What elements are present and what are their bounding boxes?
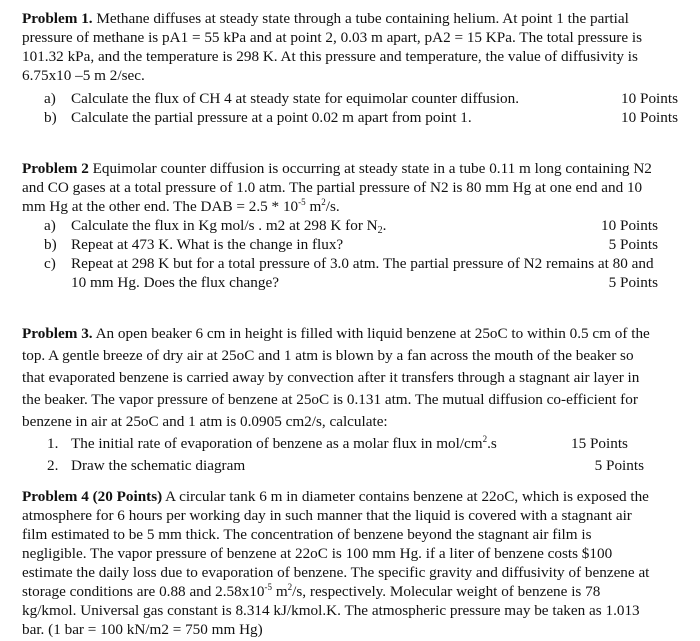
problem-3-title: Problem 3.: [22, 325, 93, 342]
problem-2-b-label: b): [44, 236, 57, 253]
problem-3-line-5: benzene in air at 25oC and 1 atm is 0.0905 cm2/s, calculate:: [22, 413, 388, 430]
problem-2-c-text-1: Repeat at 298 K but for a total pressure of 3.0 atm. The partial pressure of N2 remains at 80 and: [71, 255, 654, 272]
problem-3-line-3: that evaporated benzene is carried away by convection after it transfers through a stagnant air layer in: [22, 369, 640, 386]
problem-3-item-1-points: 15 Points: [571, 435, 628, 452]
problem-4-line-1: Problem 4 (20 Points) A circular tank 6 m in diameter contains benzene at 22oC, which is exposed the: [22, 488, 649, 505]
problem-1-title: Problem 1.: [22, 10, 93, 27]
problem-2-c-text-2: 10 mm Hg. Does the flux change?: [71, 274, 279, 291]
problem-1-a-label: a): [44, 90, 56, 107]
problem-1-line-2: pressure of methane is pA1 = 55 kPa and at point 2, 0.03 m apart, pA2 = 15 KPa. The total pressure is: [22, 29, 643, 46]
problem-4-line-6: storage conditions are 0.88 and $2.58x10^{-5}$ $m^2/s$, respectively. Molecular weight of benzene is 78: [22, 582, 601, 600]
problem-3-item-2-points: 5 Points: [594, 457, 644, 474]
problem-2-title: Problem 2: [22, 160, 89, 177]
problem-1-b-label: b): [44, 109, 57, 126]
problem-4-line-5: estimate the daily loss due to evaporation of benzene. The specific gravity and diffusivity of benzene at: [22, 564, 650, 581]
problem-2-a-label: a): [44, 217, 56, 234]
problem-4-line-7: kg/kmol. Universal gas constant is 8.314 kJ/kmol.K. The atmospheric pressure may be taken as 1.013: [22, 602, 640, 619]
problem-1-line-4: 6.75x10 –5 m 2/sec.: [22, 67, 145, 84]
problem-4-line-3: film estimated to be 5 mm thick. The concentration of benzene beyond the stagnant air film is: [22, 526, 592, 543]
problem-2-b-text: Repeat at 473 K. What is the change in flux?: [71, 236, 344, 253]
problem-2-a-text: Calculate the flux in Kg mol/s . m2 at 298 K for $N_2$.: [71, 217, 387, 236]
problem-3-item-1-label: 1.: [47, 435, 59, 452]
problem-3-item-2-text: Draw the schematic diagram: [71, 457, 246, 474]
problem-1-line-3: 101.32 kPa, and the temperature is 298 K. At this pressure and temperature, the value of diffusivity is: [22, 48, 638, 65]
problem-2-line-1: Problem 2 Equimolar counter diffusion is occurring at steady state in a tube 0.11 m long containing N2: [22, 160, 652, 177]
problem-2-line-3: mm Hg at the other end. The DAB = $2.5 * 10^{-5}$ $m^2/s$.: [22, 197, 340, 215]
problem-3-line-1: Problem 3. An open beaker 6 cm in height is filled with liquid benzene at 25oC to within 0.5 cm of the: [22, 325, 650, 342]
problem-4-line-8: bar. (1 bar = 100 kN/m2 = 750 mm Hg): [22, 621, 263, 638]
problem-2-c-label: c): [44, 255, 56, 272]
problem-1-a-points: 10 Points: [621, 90, 678, 107]
problem-1-b-points: 10 Points: [621, 109, 678, 126]
problem-2-a-points: 10 Points: [601, 217, 658, 234]
problem-2-c-points: 5 Points: [608, 274, 658, 291]
problem-4-line-2: atmosphere for 6 hours per working day in such manner that the liquid is covered with a stagnant air: [22, 507, 632, 524]
problem-1-b-text: Calculate the partial pressure at a point 0.02 m apart from point 1.: [71, 109, 472, 126]
problem-3-item-2-label: 2.: [47, 457, 59, 474]
problem-3-line-4: the beaker. The vapor pressure of benzene at 25oC is 0.131 atm. The mutual diffusion co-efficient for: [22, 391, 638, 408]
problem-4-title: Problem 4 (20 Points): [22, 488, 163, 505]
problem-3-item-1-text: The initial rate of evaporation of benzene as a molar flux in mol/$cm^2.s$: [71, 434, 497, 452]
problem-2-line-2: and CO gases at a total pressure of 1.0 atm. The partial pressure of N2 is 80 mm Hg at one end and 10: [22, 179, 643, 196]
problem-2-b-points: 5 Points: [608, 236, 658, 253]
problem-1-a-text: Calculate the flux of CH 4 at steady state for equimolar counter diffusion.: [71, 90, 520, 107]
problem-3-line-2: top. A gentle breeze of dry air at 25oC and 1 atm is blown by a fan across the mouth of the beaker so: [22, 347, 634, 364]
problem-1-line-1: Problem 1. Methane diffuses at steady state through a tube containing helium. At point 1 the partial: [22, 10, 629, 27]
problem-4-line-4: negligible. The vapor pressure of benzene at 22oC is 100 mm Hg. if a liter of benzene costs $100: [22, 545, 613, 562]
